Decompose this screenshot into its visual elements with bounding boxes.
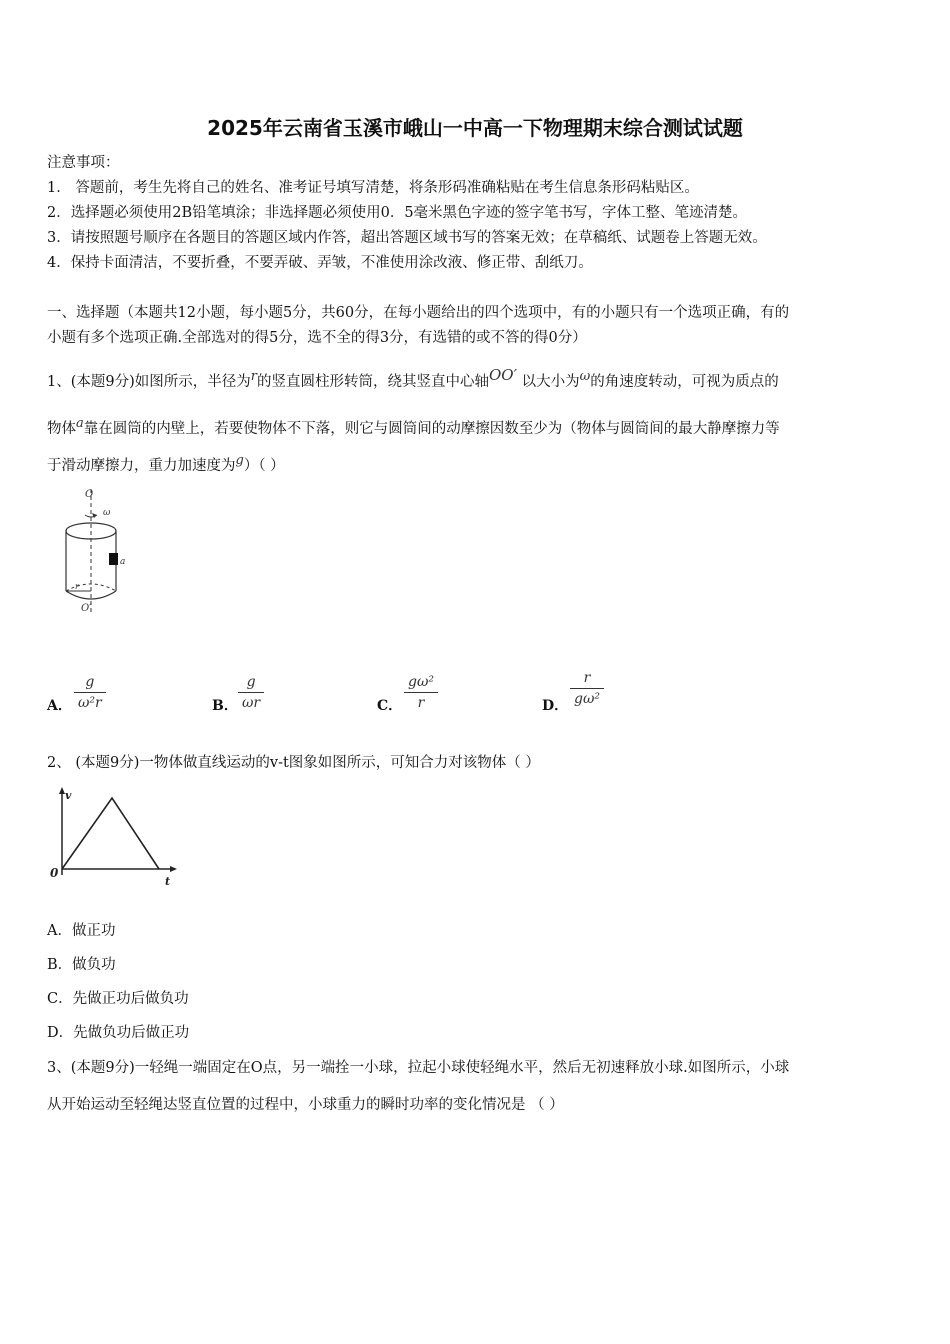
numerator: gω² bbox=[408, 674, 434, 690]
text-run: 的角速度转动，可视为质点的 bbox=[590, 373, 779, 390]
text-run: 以大小为 bbox=[521, 373, 580, 390]
origin-label: 0 bbox=[50, 866, 59, 880]
vt-graph bbox=[47, 785, 182, 893]
notice-item: 3．请按照题号顺序在各题目的答题区域内作答，超出答题区域书写的答案无效；在草稿纸、试题卷上答题无效。 bbox=[47, 230, 767, 246]
option-c-label[interactable]: C． bbox=[377, 698, 403, 714]
question-2-text: 2、 (本题9分)一物体做直线运动的v-t图象如图所示，可知合力对该物体（ ） bbox=[47, 755, 540, 771]
numerator: g bbox=[246, 674, 256, 690]
option-d-label[interactable]: D． bbox=[542, 698, 569, 714]
symbol-axis: OO′ bbox=[488, 366, 517, 384]
fraction-bar bbox=[404, 692, 438, 693]
question-3-line-2: 从开始运动至轻绳达竖直位置的过程中，小球重力的瞬时功率的变化情况是 （ ） bbox=[47, 1097, 564, 1113]
option-d-fraction[interactable] bbox=[570, 670, 604, 707]
section-instructions-line: 一、选择题（本题共12小题，每小题5分，共60分，在每小题给出的四个选项中，有的小题只有一个选项正确，有的 bbox=[47, 305, 790, 321]
label-o-top: O bbox=[85, 489, 94, 500]
denominator: r bbox=[417, 695, 425, 711]
option-b[interactable]: B．做负功 bbox=[47, 957, 116, 973]
section-instructions-line: 小题有多个选项正确.全部选对的得5分，选不全的得3分，有选错的或不答的得0分） bbox=[47, 330, 587, 346]
notice-heading: 注意事项： bbox=[47, 155, 120, 171]
option-c[interactable]: C．先做正功后做负功 bbox=[47, 991, 189, 1007]
text-run: 于滑动摩擦力，重力加速度为 bbox=[47, 457, 236, 474]
rotating-cylinder-figure bbox=[47, 485, 147, 635]
fraction-bar bbox=[238, 692, 264, 693]
notice-item: 4．保持卡面清洁，不要折叠，不要弄破、弄皱，不准使用涂改液、修正带、刮纸刀。 bbox=[47, 255, 593, 271]
option-b-fraction[interactable] bbox=[238, 674, 264, 711]
question-1-line-2 bbox=[47, 414, 780, 439]
notice-item: 1． 答题前，考生先将自己的姓名、准考证号填写清楚，将条形码准确粘贴在考生信息条形码粘贴区。 bbox=[47, 180, 699, 196]
symbol-omega: ω bbox=[579, 369, 591, 384]
symbol-a: a bbox=[76, 416, 84, 431]
text-run: 1、(本题9分)如图所示，半径为 bbox=[47, 373, 251, 390]
fraction-bar bbox=[570, 688, 604, 689]
question-1-line-3 bbox=[47, 451, 285, 476]
text-run: 物体 bbox=[47, 420, 76, 437]
option-c-fraction[interactable] bbox=[404, 674, 438, 711]
option-d[interactable]: D．先做负功后做正功 bbox=[47, 1025, 190, 1041]
block-a bbox=[109, 553, 118, 565]
vt-curve bbox=[62, 798, 159, 869]
label-r: r bbox=[75, 582, 79, 591]
option-a-fraction[interactable] bbox=[74, 674, 106, 711]
notice-item: 2．选择题必须使用2B铅笔填涂；非选择题必须使用0．5毫米黑色字迹的签字笔书写，字体工整、笔迹清楚。 bbox=[47, 205, 748, 221]
numerator: r bbox=[583, 670, 591, 686]
option-a-label[interactable]: A． bbox=[47, 698, 72, 714]
y-axis-label: v bbox=[65, 789, 72, 802]
numerator: g bbox=[85, 674, 95, 690]
denominator: ωr bbox=[242, 695, 261, 711]
question-3-line-1: 3、(本题9分)一轻绳一端固定在O点，另一端拴一小球，拉起小球使轻绳水平，然后无初速释放小球.如图所示，小球 bbox=[47, 1060, 790, 1076]
text-run: 靠在圆筒的内壁上，若要使物体不下落，则它与圆筒间的动摩擦因数至少为（物体与圆筒间的最大静摩擦力等 bbox=[83, 420, 780, 437]
denominator: gω² bbox=[574, 691, 600, 707]
option-b-label[interactable]: B． bbox=[212, 698, 238, 714]
label-omega: ω bbox=[103, 508, 111, 518]
fraction-bar bbox=[74, 692, 106, 693]
text-run: 的竖直圆柱形转筒，绕其竖直中心轴 bbox=[256, 373, 489, 390]
x-axis-label: t bbox=[165, 875, 171, 888]
symbol-g: g bbox=[235, 453, 244, 468]
label-a: a bbox=[120, 557, 126, 567]
x-axis-arrow bbox=[170, 866, 177, 872]
symbol-r: r bbox=[250, 369, 257, 384]
label-o-bottom: O′ bbox=[81, 603, 92, 614]
denominator: ω²r bbox=[78, 695, 102, 711]
text-run: ）（ ） bbox=[243, 457, 285, 474]
option-a[interactable]: A．做正功 bbox=[47, 923, 116, 939]
page-title: 2025年云南省玉溪市峨山一中高一下物理期末综合测试试题 bbox=[207, 116, 743, 140]
question-1-line-1 bbox=[47, 365, 779, 392]
